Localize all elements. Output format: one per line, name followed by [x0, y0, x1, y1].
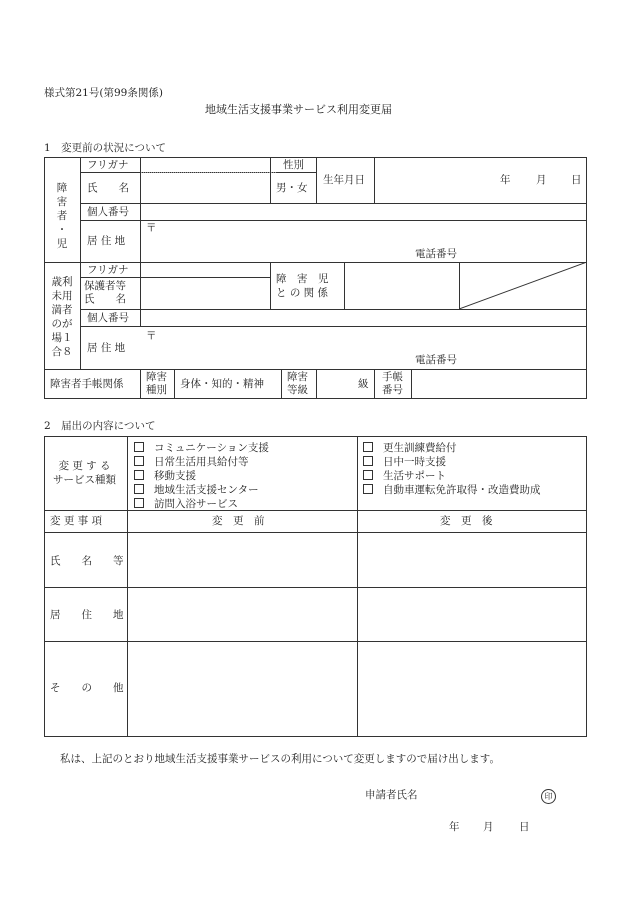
sex-label: 性別 — [283, 159, 304, 171]
date-day-unit: 日 — [519, 821, 530, 833]
service-option[interactable]: 更生訓練費給付 — [363, 441, 541, 455]
disability-type-label: 障害 種別 — [146, 371, 167, 396]
service-option[interactable]: 生活サポート — [363, 469, 541, 483]
guardian-postal-mark: 〒 — [146, 330, 157, 342]
guardian-furigana-label: フリガナ — [87, 264, 129, 276]
service-type-label: 変 更 す る サービス種類 — [53, 460, 116, 486]
declaration-text: 私は、上記のとおり地域生活支援事業サービスの利用について変更しますので届け出します。 — [60, 753, 500, 765]
checkbox[interactable] — [363, 470, 373, 480]
checkbox[interactable] — [134, 456, 144, 466]
birth-month-unit: 月 — [536, 174, 547, 186]
guardian-id-label: 個人番号 — [87, 312, 129, 324]
birth-year-unit: 年 — [500, 174, 511, 186]
birth-day-unit: 日 — [571, 174, 582, 186]
person-group-label: 障 害 者 ・ 児 — [56, 182, 68, 250]
section2-heading: 2 届出の内容について — [44, 420, 156, 432]
service-option[interactable]: コミュニケーション支援 — [134, 441, 269, 455]
after-label: 変 更 後 — [440, 515, 493, 527]
service-option[interactable]: 移動支援 — [134, 469, 269, 483]
services-left — [134, 441, 269, 511]
checkbox[interactable] — [134, 484, 144, 494]
id-label: 個人番号 — [87, 206, 129, 218]
furigana-label: フリガナ — [87, 159, 129, 171]
checkbox[interactable] — [363, 456, 373, 466]
services-right — [363, 441, 541, 497]
service-option[interactable]: 地域生活支援センター — [134, 483, 269, 497]
grade-label: 障害 等級 — [287, 371, 308, 396]
disability-types: 身体・知的・精神 — [180, 378, 264, 390]
postal-mark: 〒 — [146, 222, 157, 234]
checkbox[interactable] — [134, 442, 144, 452]
name-label: 氏 名 — [87, 182, 129, 194]
date-year-unit: 年 — [449, 821, 460, 833]
service-option[interactable]: 訪問入浴サービス — [134, 497, 269, 511]
address-label: 居 住 地 — [87, 235, 126, 247]
change-item-label: 変 更 事 項 — [50, 515, 103, 527]
before-label: 変 更 前 — [212, 515, 265, 527]
row-label-name: 氏 名 等 — [50, 555, 124, 567]
diagonal-strike — [459, 262, 587, 309]
sex-value: 男・女 — [276, 182, 308, 194]
form-number: 様式第21号(第99条関係) — [44, 87, 163, 99]
service-option[interactable]: 日中一時支援 — [363, 455, 541, 469]
form-title: 地域生活支援事業サービス利用変更届 — [205, 103, 392, 116]
service-option[interactable]: 自動車運転免許取得・改造費助成 — [363, 483, 541, 497]
applicant-label: 申請者氏名 — [365, 789, 418, 801]
date-month-unit: 月 — [483, 821, 494, 833]
checkbox[interactable] — [134, 470, 144, 480]
seal-mark: 印 — [541, 789, 556, 804]
grade-unit: 級 — [358, 378, 369, 390]
handbook-number-label: 手帳 番号 — [382, 371, 403, 396]
checkbox[interactable] — [363, 442, 373, 452]
row-label-address: 居 住 地 — [50, 609, 124, 621]
birthdate-label: 生年月日 — [323, 174, 365, 186]
guardian-group-label: 歳利 未用 満者 のが 場１ 合８ — [51, 276, 73, 358]
guardian-name-label: 保護者等 氏 名 — [84, 280, 126, 305]
phone-label: 電話番号 — [415, 248, 457, 260]
guardian-address-label: 居 住 地 — [87, 342, 126, 354]
service-option[interactable]: 日常生活用具給付等 — [134, 455, 269, 469]
guardian-phone-label: 電話番号 — [415, 354, 457, 366]
relationship-label: 障 害 児 と の 関 係 — [276, 273, 329, 299]
checkbox[interactable] — [134, 498, 144, 508]
row-label-other: そ の 他 — [50, 682, 124, 694]
section1-heading: 1 変更前の状況について — [44, 142, 166, 154]
checkbox[interactable] — [363, 484, 373, 494]
handbook-label: 障害者手帳関係 — [50, 378, 124, 390]
